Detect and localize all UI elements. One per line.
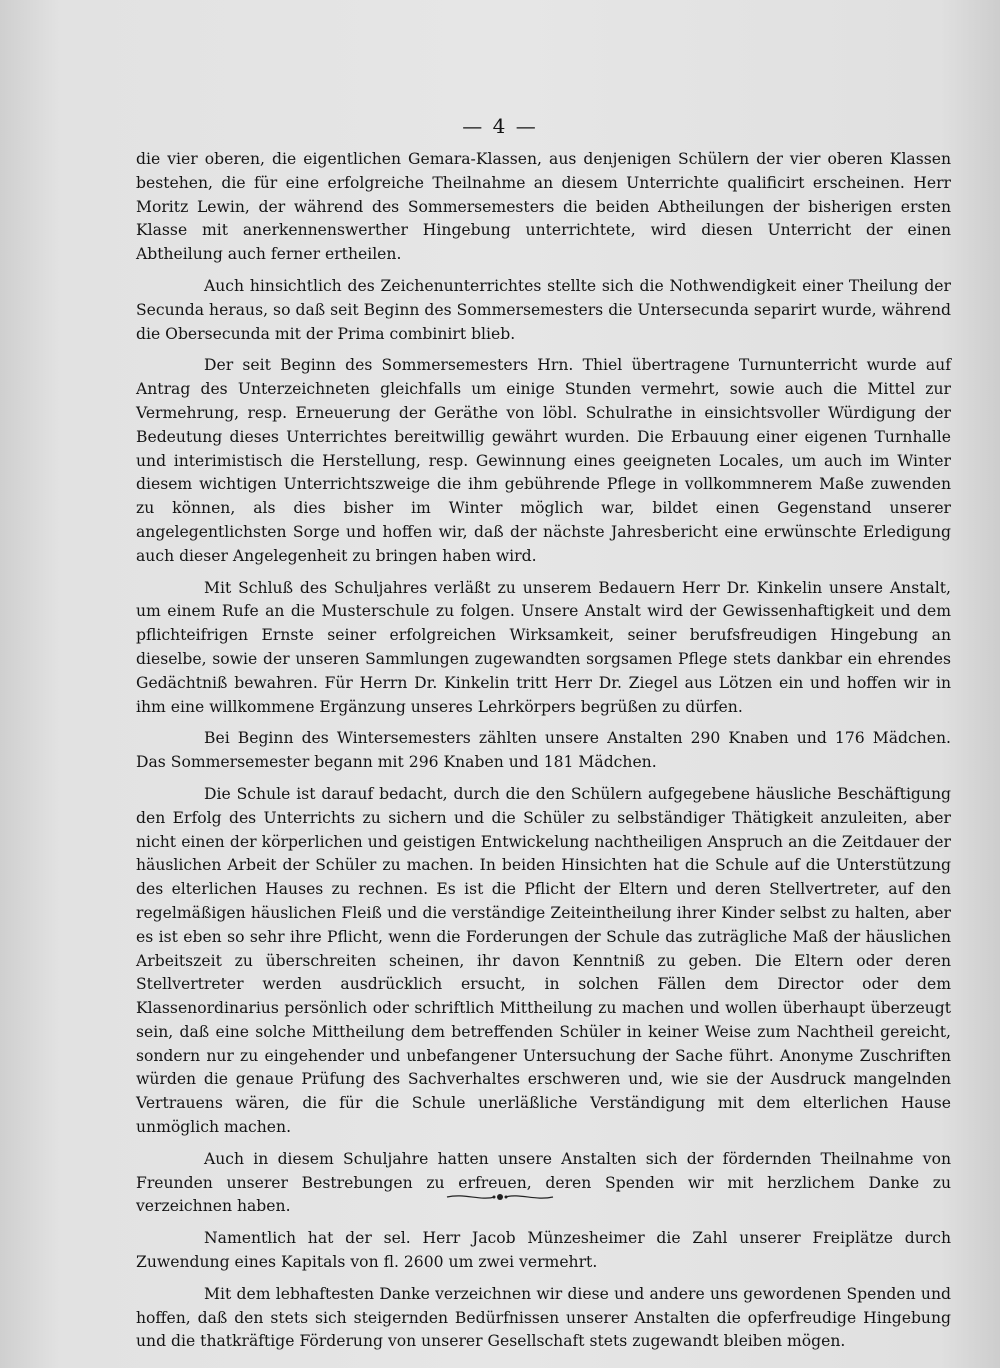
body-text bbox=[136, 148, 951, 1362]
page-number: — 4 — bbox=[462, 114, 538, 138]
closing-ornament bbox=[0, 1190, 1000, 1204]
paragraph-drawing-lessons: Auch hinsichtlich des Zeichenunterrichtes stellte sich die Nothwendigkeit einer Theilung der Secunda heraus, so daß seit Beginn des Sommersemesters die Untersecunda separirt wurde, während die Obersecunda mit der Prima combinirt blieb. bbox=[136, 276, 951, 343]
paragraph-gemara-classes: die vier oberen, die eigentlichen Gemara-Klassen, aus denjenigen Schülern der vier oberen Klassen bestehen, die für eine erfolgreiche Theilnahme an diesem Unterrichte qualificirt erscheinen. Herr Moritz Lewin, der während des Sommersemesters die beiden Abtheilungen der bisherigen ersten Klasse mit anerkennenswerther Hingebung unterrichtete, wird diesen Unterricht der einen Abtheilung auch ferner ertheilen. bbox=[136, 150, 951, 264]
paragraph-bequest: Namentlich hat der sel. Herr Jacob Münzesheimer die Zahl unserer Freiplätze durch Zuwendung eines Kapitals von fl. 2600 um zwei vermehrt. bbox=[136, 1229, 951, 1272]
paragraph-homework: Die Schule ist darauf bedacht, durch die den Schülern aufgegebene häusliche Beschäftigung den Erfolg des Unterrichts zu sichern und die Schüler zu selbständiger Thätigkeit anzuleiten, aber nicht einen der körperlichen und geistigen Entwickelung nachtheiligen Anspruch an die Zeitdauer der häuslichen Arbeit der Schüler zu machen. In beiden Hinsichten hat die Schule auf die Unterstützung des elterlichen Hauses zu rechnen. Es ist die Pflicht der Eltern und deren Stellvertreter, auf den regelmäßigen häuslichen Fleiß und die verständige Zeiteintheilung ihrer Kinder selbst zu halten, aber es ist eben so sehr ihre Pflicht, wenn die Forderungen der Schule das zuträgliche Maß der häuslichen Arbeitszeit zu überschreiten scheinen, ihr davon Kenntniß zu geben. Die Eltern oder deren Stellvertreter werden ausdrücklich ersucht, in solchen Fällen dem Director oder dem Klassenordinarius persönlich oder schriftlich Mittheilung zu machen und wollen überhaupt überzeugt sein, daß eine solche Mittheilung dem betreffenden Schüler in keiner Weise zum Nachtheil gereicht, sondern nur zu eingehender und unbefangener Untersuchung der Sache führt. Anonyme Zuschriften würden die genaue Prüfung des Sachverhaltes erschweren und, wie sie der Ausdruck mangelnden Vertrauens wären, die für die Schule unerläßliche Verständigung mit dem elterlichen Hause unmöglich machen. bbox=[136, 784, 951, 1137]
paragraph-staff-change: Mit Schluß des Schuljahres verläßt zu unserem Bedauern Herr Dr. Kinkelin unsere Anstalt, um einem Rufe an die Musterschule zu folgen. Unsere Anstalt wird der Gewissenhaftigkeit und dem pflichteifrigen Ernste seiner erfolgreichen Wirksamkeit, seiner berufsfreudigen Hingebung an dieselbe, sowie der unseren Sammlungen zugewandten sorgsamen Pflege stets dankbar ein ehrendes Gedächtniß bewahren. Für Herrn Dr. Kinkelin tritt Herr Dr. Ziegel aus Lötzen ein und hoffen wir in ihm eine willkommene Ergänzung unseres Lehrkörpers begrüßen zu dürfen. bbox=[136, 578, 951, 716]
flourish-icon bbox=[445, 1190, 555, 1204]
paragraph-enrollment: Bei Beginn des Wintersemesters zählten unsere Anstalten 290 Knaben und 176 Mädchen. Das Sommersemester begann mit 296 Knaben und 181 Mädchen. bbox=[136, 729, 951, 772]
paragraph-donations: Auch in diesem Schuljahre hatten unsere Anstalten sich der fördernden Theilnahme von Freunden unserer Bestrebungen zu erfreuen, deren Spenden wir mit herzlichem Danke zu verzeichnen haben. bbox=[136, 1149, 951, 1216]
paragraph-thanks: Mit dem lebhaftesten Danke verzeichnen wir diese und andere uns gewordenen Spenden und hoffen, daß den stets sich steigernden Bedürfnissen unserer Anstalten die opferfreudige Hingebung und die thatkräftige Förderung von unserer Gesellschaft stets zugewandt bleiben mögen. bbox=[136, 1284, 951, 1351]
paragraph-gymnastics: Der seit Beginn des Sommersemesters Hrn. Thiel übertragene Turnunterricht wurde auf Antrag des Unterzeichneten gleichfalls um einige Stunden vermehrt, sowie auch die Mittel zur Vermehrung, resp. Erneuerung der Geräthe von löbl. Schulrathe in einsichtsvoller Würdigung der Bedeutung dieses Unterrichtes bereitwillig gewährt wurden. Die Erbauung einer eigenen Turnhalle und interimistisch die Herstellung, resp. Gewinnung eines geeigneten Locales, um auch im Winter diesem wichtigen Unterrichtszweige die ihm gebührende Pflege in vollkommnerem Maße zuwenden zu können, als dies bisher im Winter möglich war, bildet einen Gegenstand unserer angelegentlichsten Sorge und hoffen wir, daß der nächste Jahresbericht eine erwünschte Erledigung auch dieser Angelegenheit zu bringen haben wird. bbox=[136, 356, 951, 565]
